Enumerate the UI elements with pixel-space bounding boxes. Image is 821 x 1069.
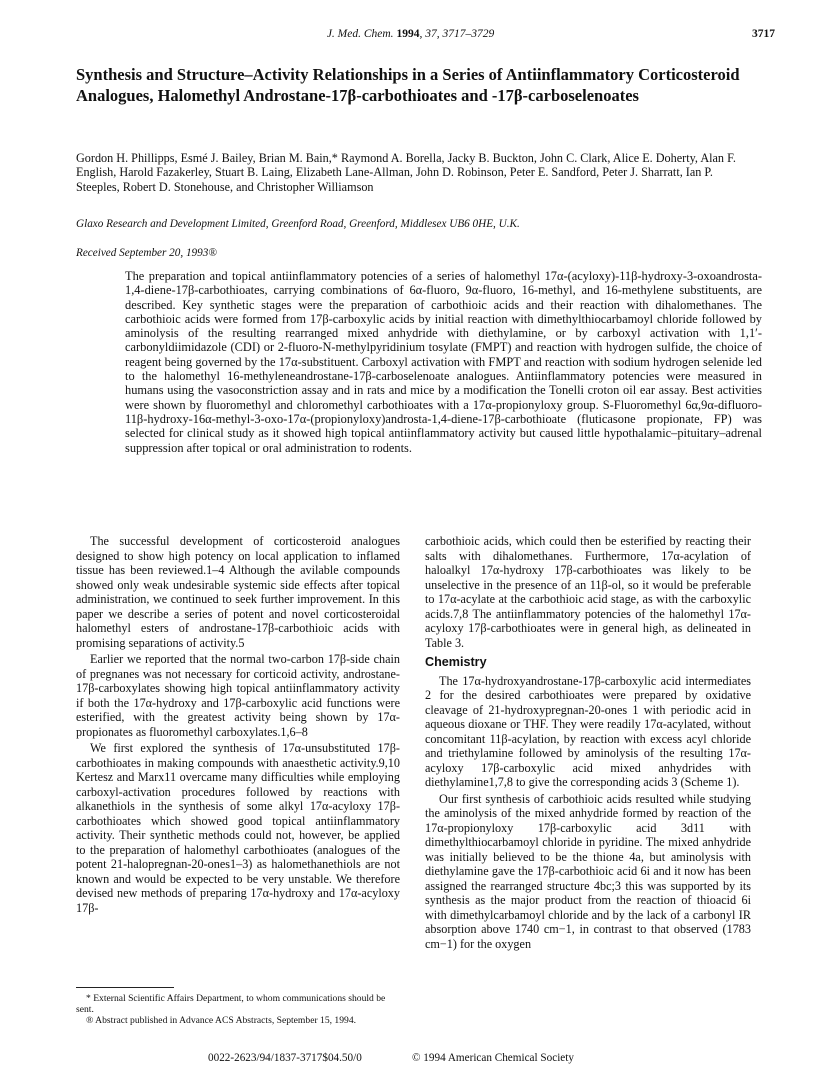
footnote-divider <box>76 987 174 988</box>
page-number: 3717 <box>752 28 775 40</box>
article-title: Synthesis and Structure–Activity Relationships in a Series of Antiinflammatory Corticosteroid Analogues, Halomethyl Androstane-17β-carbothioates and -17β-carboselenoates <box>76 65 740 105</box>
body-paragraph: Our first synthesis of carbothioic acids resulted while studying the aminolysis of the mixed anhydride formed by reaction of the 17α-propionyloxy 17β-carboxylic acid 3d11 with dimethylthiocarbamoyl chloride in pyridine. The mixed anhydride was initially believed to be the thione 4a, but aminolysis with diethylamine gave the 17β-carbothioic acid 6i and it now has been assigned the rearranged structure 4bc;3 this was supported by its synthesis as the major product from the reaction of thioacid 6i with dimethylcarbamoyl chloride and by the lack of a carbonyl IR absorption above 1740 cm−1, in contrast to that observed (1783 cm−1) for the oxygen <box>425 791 751 951</box>
section-heading-chemistry: Chemistry <box>425 655 487 669</box>
left-column <box>76 534 400 915</box>
abstract: The preparation and topical antiinflammatory potencies of a series of halomethyl 17α-(acyloxy)-11β-hydroxy-3-oxoandrosta-1,4-diene-17β-carbothioates, carrying combinations of 6α-fluoro, 9α-fluoro, 16-methyl, and 16-methylene substituents, are described. Key synthetic stages were the preparation of carbothioic acids and their reaction with dihalomethanes. The carbothioic acids were formed from 17β-carboxylic acids by initial reaction with dimethylthiocarbamoyl chloride followed by aminolysis of the resulting rearranged mixed anhydride with diethylamine, or by carboxyl activation with 1,1′-carbonyldiimidazole (CDI) or 2-fluoro-N-methylpyridinium tosylate (FMPT) and reaction with hydrogen sulfide, the choice of reagent being governed by the 17α-substituent. Carboxyl activation with FMPT and reaction with sodium hydrogen selenide led to the halomethyl 16-methyleneandrostane-17β-carboselenoate analogues. Antiinflammatory potencies were measured in humans using the vasoconstriction assay and in rats and mice by a modification the Tonelli croton oil ear assay. Best activities were shown by fluoromethyl and chloromethyl carbothioates with a 17α-propionyloxy group. S-Fluoromethyl 6α,9α-difluoro-11β-hydroxy-16α-methyl-3-oxo-17α-(propionyloxy)androsta-1,4-diene-17β-carbothioate (fluticasone propionate, FP) was selected for clinical study as it showed high topical antiinflammatory activity but caused little hypothalamic–pituitary–adrenal suppression after topical or oral administration to rodents. <box>125 269 762 455</box>
affiliation: Glaxo Research and Development Limited, Greenford Road, Greenford, Middlesex UB6 0HE, U.K. <box>76 218 520 230</box>
journal-year: 1994 <box>396 28 420 40</box>
body-paragraph: carbothioic acids, which could then be esterified by reacting their salts with dihalomethanes. Furthermore, 17α-acylation of haloalkyl 17α-hydroxy 17β-carbothioates was likely to be unselective in the presence of an 11β-ol, so it would be preferable to 17α-acylate at the carbothioic acid stage, as with the carboxylic acids.7,8 The antiinflammatory potencies of the halomethyl 17α-acyloxy 17β-carbothioates were in general high, as delineated in Table 3. <box>425 534 751 650</box>
body-paragraph: Earlier we reported that the normal two-carbon 17β-side chain of pregnanes was not necessary for corticoid activity, androstane-17β-carboxylates showing high topical antiinflammatory activity if both the 17α-hydroxy and 17β-carboxylic acid functions were esterified, with the greatest activity being shown by 17α-propionates as fluoromethyl carboxylates.1,6–8 <box>76 652 400 739</box>
footnote: * External Scientific Affairs Department, to whom communications should be sent. <box>76 993 386 1016</box>
footnote: ® Abstract published in Advance ACS Abstracts, September 15, 1994. <box>86 1015 357 1027</box>
journal-name: J. Med. Chem. <box>326 28 394 40</box>
body-paragraph: We first explored the synthesis of 17α-unsubstituted 17β-carbothioates in making compounds with anaesthetic activity.9,10 Kertesz and Marx11 overcame many difficulties while employing carboxyl-activation procedures followed by reactions with alkanethiols in the synthesis of some alkyl 17α-acyloxy 17β-carbothioates which showed good topical antiinflammatory activity. Their synthetic methods could not, however, be applied to the preparation of halomethyl carbothioates (analogues of the potent 21-halopregnan-20-ones1–3) as halomethanethiols are not known and would be expected to be very unstable. We therefore devised new methods of preparing 17α-hydroxy and 17α-acyloxy 17β- <box>76 741 400 915</box>
right-column <box>425 534 751 951</box>
journal-citation <box>0 28 821 40</box>
footnotes <box>76 993 400 1027</box>
body-paragraph: The successful development of corticosteroid analogues designed to show high potency on local application to inflamed tissue has been reviewed.1–4 Although the avilable compounds showed only weak undesirable systemic side effects after topical administration, we continued to seek further improvement. In this paper we describe a series of potent and novel corticosteroidal halomethyl esters of androstane-17β-carbothioic acids with promising separations of activity.5 <box>76 534 400 650</box>
issn-code: 0022-2623/94/1837-3717$04.50/0 <box>208 1052 362 1064</box>
received-date: Received September 20, 1993® <box>76 247 217 259</box>
journal-volume-pages: , 37, 3717–3729 <box>419 28 495 40</box>
copyright-notice: © 1994 American Chemical Society <box>412 1052 574 1064</box>
author-list: Gordon H. Phillipps, Esmé J. Bailey, Brian M. Bain,* Raymond A. Borella, Jacky B. Buckton, John C. Clark, Alice E. Doherty, Alan F. English, Harold Fazakerley, Stuart B. Laing, Elizabeth Lane-Allman, John D. Robinson, Peter E. Sandford, Peter J. Sharratt, Ian P. Steeples, Robert D. Stonehouse, and Christopher Williamson <box>76 151 736 194</box>
body-paragraph: The 17α-hydroxyandrostane-17β-carboxylic acid intermediates 2 for the desired carbothioates were prepared by oxidative cleavage of 21-hydroxypregnan-20-ones 1 with periodic acid in aqueous dioxane or THF. They were readily 17α-acylated, without concomitant 11β-acylation, by reaction with excess acyl chloride and triethylamine followed by aminolysis of the resulting 17α-acyloxy 17β-carboxylic acid mixed anhydrides with diethylamine1,7,8 to give the corresponding acids 3 (Scheme 1). <box>425 673 751 789</box>
running-head <box>0 28 821 44</box>
